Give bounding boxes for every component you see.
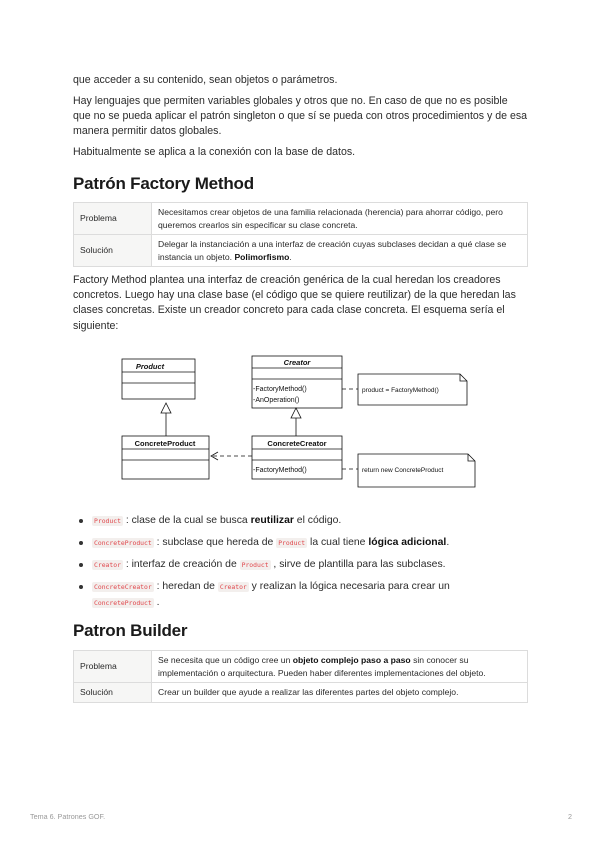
bullet-list (73, 513, 528, 617)
uml-note-2: return new ConcreteProduct (362, 467, 444, 474)
inline-code: Creator (94, 561, 121, 569)
intro-paragraph-3: Habitualmente se aplica a la conexión con la base de datos. (73, 146, 356, 158)
uml-concrete-creator-label: ConcreteCreator (267, 439, 327, 448)
table-cell-text: Delegar la instanciación a una interfaz de creación cuyas subclases decidan a qué clase se instancia un objeto. Polimorfismo. (152, 235, 528, 267)
inline-code: Product (278, 539, 306, 547)
list-item: ConcreteProduct : subclase que hereda de Product la cual tiene lógica adicional. (73, 535, 528, 551)
uml-concrete-creator-method: -FactoryMethod() (253, 467, 307, 474)
uml-note-1: product = FactoryMethod() (362, 387, 439, 394)
list-item: Product : clase de la cual se busca reutilizar el código. (73, 513, 528, 529)
inline-code: ConcreteProduct (94, 599, 152, 607)
table-cell-label: Solución (74, 683, 152, 703)
intro-paragraph-2: Hay lenguajes que permiten variables globales y otros que no. En caso de que no es posible que no se pueda aplicar el patrón singleton o que sí se pueda con otros procedimientos y de esa manera permitir datos globales. (73, 95, 528, 138)
table-cell-label: Solución (74, 235, 152, 267)
inline-code: Creator (219, 583, 247, 591)
factory-paragraph: Factory Method plantea una interfaz de creación genérica de la cual heredan los creadores concretos. Luego hay una clase base (el código que se quiere reutilizar) de la que heredan las clases concretas. Existe un creador concreto para cada clase concreta. El esquema sería el siguiente: (73, 274, 516, 332)
uml-creator-label: Creator (283, 358, 311, 367)
footer-left: Tema 6. Patrones GOF. (30, 812, 106, 821)
section-title-factory: Patrón Factory Method (73, 174, 254, 193)
uml-creator-method-1: -FactoryMethod() (253, 386, 307, 393)
table-row (74, 683, 528, 703)
inline-code: Product (241, 561, 269, 569)
table-cell-text: Crear un builder que ayude a realizar las diferentes partes del objeto complejo. (152, 683, 528, 703)
list-item: ConcreteCreator : heredan de Creator y realizan la lógica necesaria para crear un ConcreteProduct . (73, 579, 528, 611)
uml-creator-method-2: -AnOperation() (253, 397, 300, 404)
table-cell-label: Problema (74, 651, 152, 683)
builder-table (73, 650, 528, 703)
inline-code: ConcreteProduct (94, 539, 152, 547)
table-cell-text: Necesitamos crear objetos de una familia relacionada (herencia) para ahorrar código, pero queremos crearlos sin especificar su clase concreta. (152, 203, 528, 235)
inline-code: Product (94, 517, 121, 525)
inline-code: ConcreteCreator (94, 583, 152, 591)
table-cell-text: Se necesita que un código cree un objeto complejo paso a paso sin conocer su implementación o arquitectura. Pueden haber diferentes implementaciones del objeto. (152, 651, 528, 683)
table-row (74, 651, 528, 683)
uml-concrete-product-label: ConcreteProduct (134, 439, 196, 448)
section-title-builder: Patron Builder (73, 621, 188, 640)
bold-text: objeto complejo paso a paso (292, 655, 411, 665)
table-cell-label: Problema (74, 203, 152, 235)
intro-paragraph-1: que acceder a su contenido, sean objetos o parámetros. (73, 74, 338, 86)
uml-product-label: Product (135, 362, 165, 371)
bold-text: Polimorfismo (234, 251, 290, 262)
list-item: Creator : interfaz de creación de Product , sirve de plantilla para las subclases. (73, 557, 528, 573)
page-number: 2 (568, 812, 572, 821)
